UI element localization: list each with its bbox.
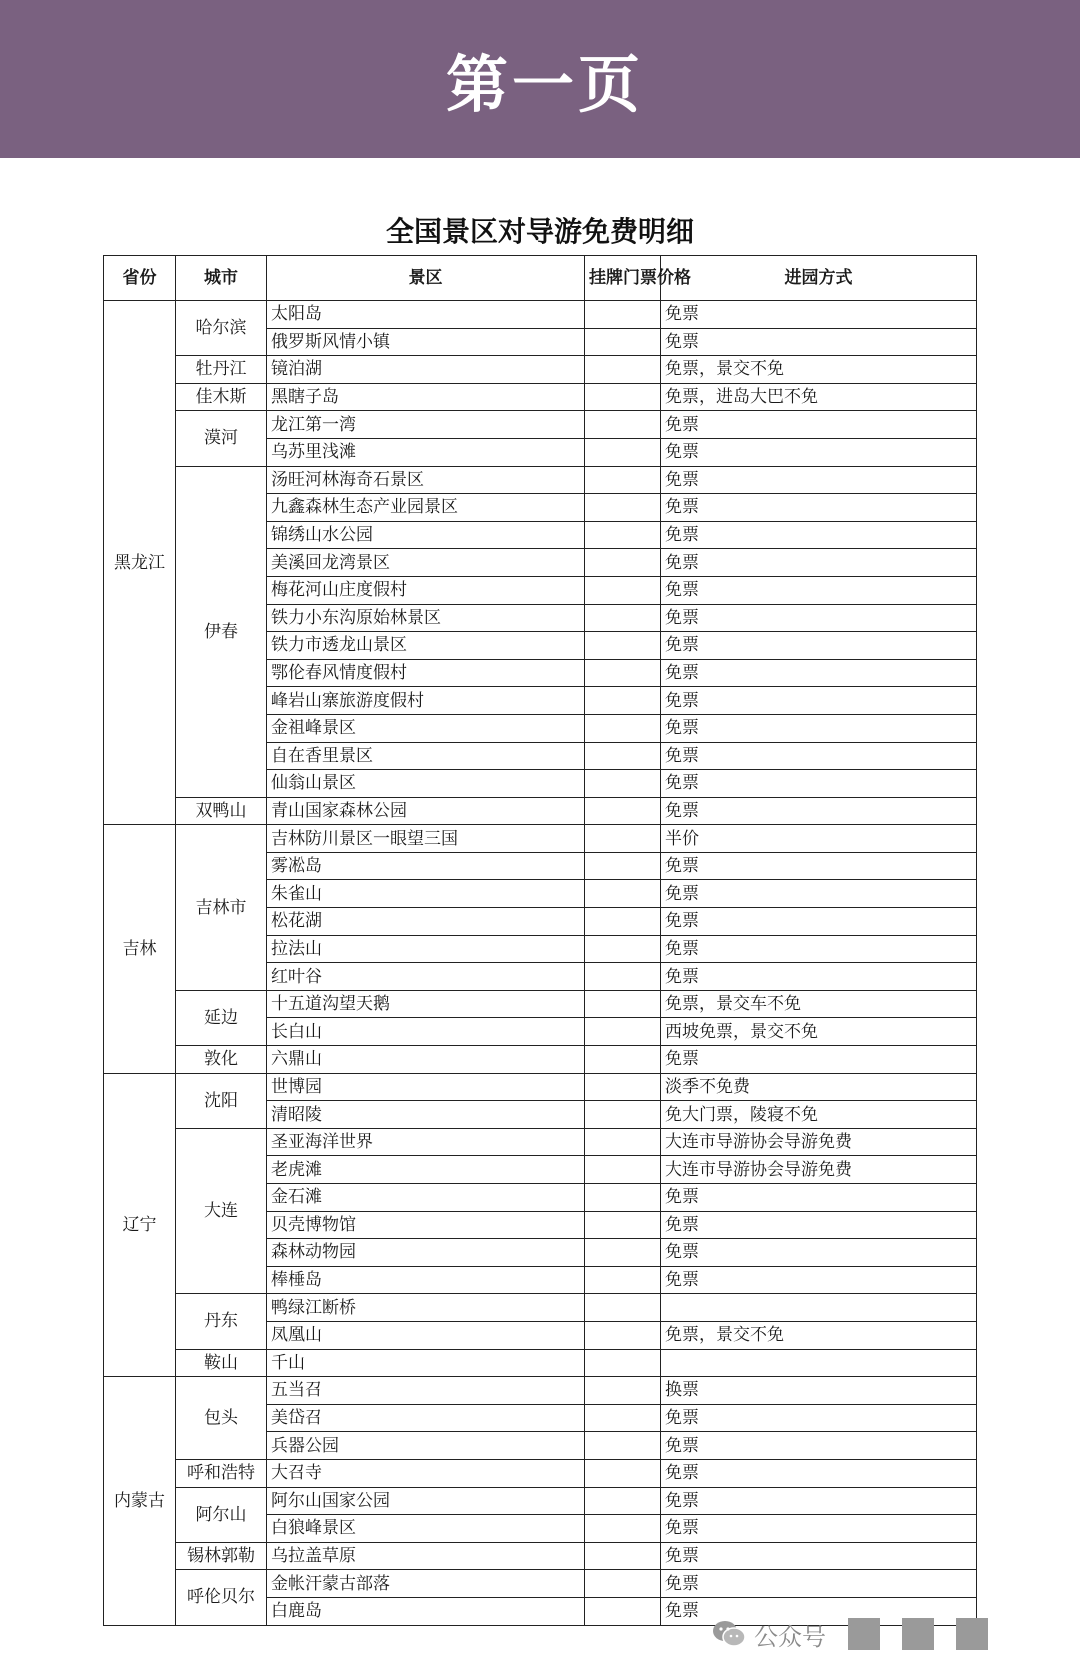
price-cell xyxy=(585,963,661,991)
banner-title: 第一页 xyxy=(445,47,644,121)
entry-cell xyxy=(661,1294,977,1322)
price-cell xyxy=(585,825,661,853)
table-row xyxy=(104,1459,977,1487)
price-cell xyxy=(585,935,661,963)
entry-cell: 免票 xyxy=(661,1404,977,1432)
page-banner xyxy=(0,0,1080,158)
entry-cell: 半价 xyxy=(661,825,977,853)
spot-cell: 仙翁山景区 xyxy=(267,770,585,798)
entry-cell: 免票 xyxy=(661,1046,977,1074)
header-province: 省份 xyxy=(104,256,176,301)
spot-cell: 圣亚海洋世界 xyxy=(267,1128,585,1156)
price-cell xyxy=(585,1073,661,1101)
spot-cell: 俄罗斯风情小镇 xyxy=(267,328,585,356)
entry-cell: 淡季不免费 xyxy=(661,1073,977,1101)
spot-cell: 松花湖 xyxy=(267,908,585,936)
price-cell xyxy=(585,908,661,936)
city-cell: 伊春 xyxy=(176,466,267,797)
spot-cell: 青山国家森林公园 xyxy=(267,797,585,825)
price-cell xyxy=(585,604,661,632)
city-cell: 包头 xyxy=(176,1377,267,1460)
entry-cell: 免票 xyxy=(661,301,977,329)
spot-cell: 美溪回龙湾景区 xyxy=(267,549,585,577)
entry-cell: 免票，景交不免 xyxy=(661,1321,977,1349)
spot-cell: 棒棰岛 xyxy=(267,1266,585,1294)
entry-cell: 大连市导游协会导游免费 xyxy=(661,1156,977,1184)
spot-cell: 乌苏里浅滩 xyxy=(267,438,585,466)
entry-cell: 免票 xyxy=(661,1487,977,1515)
price-cell xyxy=(585,1542,661,1570)
entry-cell: 免票 xyxy=(661,1515,977,1543)
price-cell xyxy=(585,797,661,825)
price-cell xyxy=(585,1101,661,1129)
spot-cell: 五当召 xyxy=(267,1377,585,1405)
price-cell xyxy=(585,1515,661,1543)
entry-cell: 免票 xyxy=(661,1211,977,1239)
entry-cell: 免票 xyxy=(661,521,977,549)
province-cell: 黑龙江 xyxy=(104,301,176,825)
spot-cell: 贝壳博物馆 xyxy=(267,1211,585,1239)
entry-cell: 免票 xyxy=(661,1184,977,1212)
entry-cell: 免票 xyxy=(661,1432,977,1460)
price-cell xyxy=(585,687,661,715)
price-cell xyxy=(585,990,661,1018)
spot-cell: 白鹿岛 xyxy=(267,1597,585,1625)
spot-cell: 黑瞎子岛 xyxy=(267,383,585,411)
price-cell xyxy=(585,1211,661,1239)
spot-cell: 兵器公园 xyxy=(267,1432,585,1460)
price-cell xyxy=(585,852,661,880)
entry-cell: 免票，景交车不免 xyxy=(661,990,977,1018)
city-cell: 呼伦贝尔 xyxy=(176,1570,267,1625)
price-cell xyxy=(585,1294,661,1322)
price-cell xyxy=(585,438,661,466)
spot-cell: 九鑫森林生态产业园景区 xyxy=(267,494,585,522)
header-price: 挂牌门票价格 xyxy=(585,256,661,301)
province-cell: 吉林 xyxy=(104,825,176,1073)
spot-cell: 金祖峰景区 xyxy=(267,714,585,742)
price-cell xyxy=(585,521,661,549)
price-cell xyxy=(585,714,661,742)
entry-cell: 免票 xyxy=(661,963,977,991)
spot-cell: 铁力市透龙山景区 xyxy=(267,632,585,660)
spot-cell: 峰岩山寨旅游度假村 xyxy=(267,687,585,715)
table-row xyxy=(104,1349,977,1377)
spot-cell: 吉林防川景区一眼望三国 xyxy=(267,825,585,853)
entry-cell: 免票 xyxy=(661,1570,977,1598)
entry-cell: 大连市导游协会导游免费 xyxy=(661,1128,977,1156)
table-row xyxy=(104,1128,977,1156)
spot-cell: 金石滩 xyxy=(267,1184,585,1212)
spot-cell: 锦绣山水公园 xyxy=(267,521,585,549)
price-cell xyxy=(585,1184,661,1212)
spot-cell: 鸭绿江断桥 xyxy=(267,1294,585,1322)
price-cell xyxy=(585,742,661,770)
spot-cell: 千山 xyxy=(267,1349,585,1377)
price-cell xyxy=(585,1266,661,1294)
wechat-icon xyxy=(712,1620,746,1648)
scenic-spots-table xyxy=(103,255,977,1626)
price-cell xyxy=(585,632,661,660)
price-cell xyxy=(585,356,661,384)
spot-cell: 老虎滩 xyxy=(267,1156,585,1184)
entry-cell: 免票 xyxy=(661,770,977,798)
spot-cell: 铁力小东沟原始林景区 xyxy=(267,604,585,632)
spot-cell: 朱雀山 xyxy=(267,880,585,908)
entry-cell: 免票 xyxy=(661,714,977,742)
redaction-block xyxy=(902,1618,934,1650)
city-cell: 漠河 xyxy=(176,411,267,466)
price-cell xyxy=(585,549,661,577)
table-row xyxy=(104,1294,977,1322)
price-cell xyxy=(585,411,661,439)
table-row xyxy=(104,1046,977,1074)
price-cell xyxy=(585,1128,661,1156)
province-cell: 辽宁 xyxy=(104,1073,176,1377)
price-cell xyxy=(585,466,661,494)
spot-cell: 凤凰山 xyxy=(267,1321,585,1349)
entry-cell: 免票 xyxy=(661,576,977,604)
watermark-text: 公众号 xyxy=(754,1622,826,1651)
spot-cell: 乌拉盖草原 xyxy=(267,1542,585,1570)
spot-cell: 白狼峰景区 xyxy=(267,1515,585,1543)
city-cell: 双鸭山 xyxy=(176,797,267,825)
city-cell: 呼和浩特 xyxy=(176,1459,267,1487)
entry-cell: 西坡免票，景交不免 xyxy=(661,1018,977,1046)
price-cell xyxy=(585,383,661,411)
spot-cell: 美岱召 xyxy=(267,1404,585,1432)
table-row xyxy=(104,1570,977,1598)
entry-cell: 免票 xyxy=(661,659,977,687)
city-cell: 佳木斯 xyxy=(176,383,267,411)
price-cell xyxy=(585,494,661,522)
table-row xyxy=(104,466,977,494)
price-cell xyxy=(585,1349,661,1377)
price-cell xyxy=(585,1459,661,1487)
entry-cell: 免票 xyxy=(661,328,977,356)
entry-cell: 免票 xyxy=(661,1459,977,1487)
entry-cell: 免票 xyxy=(661,742,977,770)
city-cell: 哈尔滨 xyxy=(176,301,267,356)
document-title: 全国景区对导游免费明细 xyxy=(385,215,694,248)
spot-cell: 森林动物园 xyxy=(267,1239,585,1267)
price-cell xyxy=(585,1404,661,1432)
price-cell xyxy=(585,1239,661,1267)
price-cell xyxy=(585,1018,661,1046)
spot-cell: 清昭陵 xyxy=(267,1101,585,1129)
price-cell xyxy=(585,1321,661,1349)
entry-cell: 免票 xyxy=(661,632,977,660)
table-row xyxy=(104,356,977,384)
entry-cell: 免票 xyxy=(661,494,977,522)
entry-cell: 免票，景交不免 xyxy=(661,356,977,384)
price-cell xyxy=(585,1597,661,1625)
table-row xyxy=(104,383,977,411)
city-cell: 牡丹江 xyxy=(176,356,267,384)
city-cell: 吉林市 xyxy=(176,825,267,991)
redaction-block xyxy=(848,1618,880,1650)
header-entry: 进园方式 xyxy=(661,256,977,301)
table-row xyxy=(104,301,977,329)
spot-cell: 十五道沟望天鹅 xyxy=(267,990,585,1018)
city-cell: 延边 xyxy=(176,990,267,1045)
entry-cell: 免票 xyxy=(661,687,977,715)
entry-cell: 免票 xyxy=(661,411,977,439)
entry-cell: 免票 xyxy=(661,1266,977,1294)
price-cell xyxy=(585,576,661,604)
entry-cell: 免票，进岛大巴不免 xyxy=(661,383,977,411)
price-cell xyxy=(585,659,661,687)
table-row xyxy=(104,797,977,825)
watermark xyxy=(712,1614,988,1654)
entry-cell: 免票 xyxy=(661,604,977,632)
entry-cell: 免票 xyxy=(661,1542,977,1570)
price-cell xyxy=(585,880,661,908)
entry-cell: 免票 xyxy=(661,438,977,466)
spot-cell: 拉法山 xyxy=(267,935,585,963)
spot-cell: 世博园 xyxy=(267,1073,585,1101)
entry-cell: 免大门票，陵寝不免 xyxy=(661,1101,977,1129)
price-cell xyxy=(585,328,661,356)
table-row xyxy=(104,1073,977,1101)
spot-cell: 红叶谷 xyxy=(267,963,585,991)
spot-cell: 阿尔山国家公园 xyxy=(267,1487,585,1515)
entry-cell xyxy=(661,1349,977,1377)
entry-cell: 免票 xyxy=(661,1597,977,1625)
table-row xyxy=(104,1377,977,1405)
price-cell xyxy=(585,1046,661,1074)
spot-cell: 镜泊湖 xyxy=(267,356,585,384)
entry-cell: 免票 xyxy=(661,908,977,936)
entry-cell: 换票 xyxy=(661,1377,977,1405)
table-row xyxy=(104,990,977,1018)
header-city: 城市 xyxy=(176,256,267,301)
price-cell xyxy=(585,1156,661,1184)
spot-cell: 雾凇岛 xyxy=(267,852,585,880)
price-cell xyxy=(585,1377,661,1405)
table-header-row xyxy=(104,256,977,301)
spot-cell: 金帐汗蒙古部落 xyxy=(267,1570,585,1598)
entry-cell: 免票 xyxy=(661,852,977,880)
city-cell: 沈阳 xyxy=(176,1073,267,1128)
entry-cell: 免票 xyxy=(661,1239,977,1267)
price-cell xyxy=(585,770,661,798)
spot-cell: 大召寺 xyxy=(267,1459,585,1487)
table-row xyxy=(104,1487,977,1515)
entry-cell: 免票 xyxy=(661,549,977,577)
table-body xyxy=(104,301,977,1626)
spot-cell: 六鼎山 xyxy=(267,1046,585,1074)
price-cell xyxy=(585,301,661,329)
entry-cell: 免票 xyxy=(661,935,977,963)
spot-cell: 长白山 xyxy=(267,1018,585,1046)
spot-cell: 龙江第一湾 xyxy=(267,411,585,439)
spot-cell: 自在香里景区 xyxy=(267,742,585,770)
city-cell: 敦化 xyxy=(176,1046,267,1074)
price-cell xyxy=(585,1570,661,1598)
city-cell: 丹东 xyxy=(176,1294,267,1349)
entry-cell: 免票 xyxy=(661,797,977,825)
spot-cell: 太阳岛 xyxy=(267,301,585,329)
redaction-block xyxy=(956,1618,988,1650)
spot-cell: 汤旺河林海奇石景区 xyxy=(267,466,585,494)
price-cell xyxy=(585,1432,661,1460)
header-spot: 景区 xyxy=(267,256,585,301)
entry-cell: 免票 xyxy=(661,880,977,908)
spot-cell: 鄂伦春风情度假村 xyxy=(267,659,585,687)
entry-cell: 免票 xyxy=(661,466,977,494)
table-row xyxy=(104,1542,977,1570)
city-cell: 大连 xyxy=(176,1128,267,1294)
price-cell xyxy=(585,1487,661,1515)
city-cell: 鞍山 xyxy=(176,1349,267,1377)
table-row xyxy=(104,411,977,439)
city-cell: 阿尔山 xyxy=(176,1487,267,1542)
table-row xyxy=(104,825,977,853)
province-cell: 内蒙古 xyxy=(104,1377,176,1625)
spot-cell: 梅花河山庄度假村 xyxy=(267,576,585,604)
city-cell: 锡林郭勒 xyxy=(176,1542,267,1570)
